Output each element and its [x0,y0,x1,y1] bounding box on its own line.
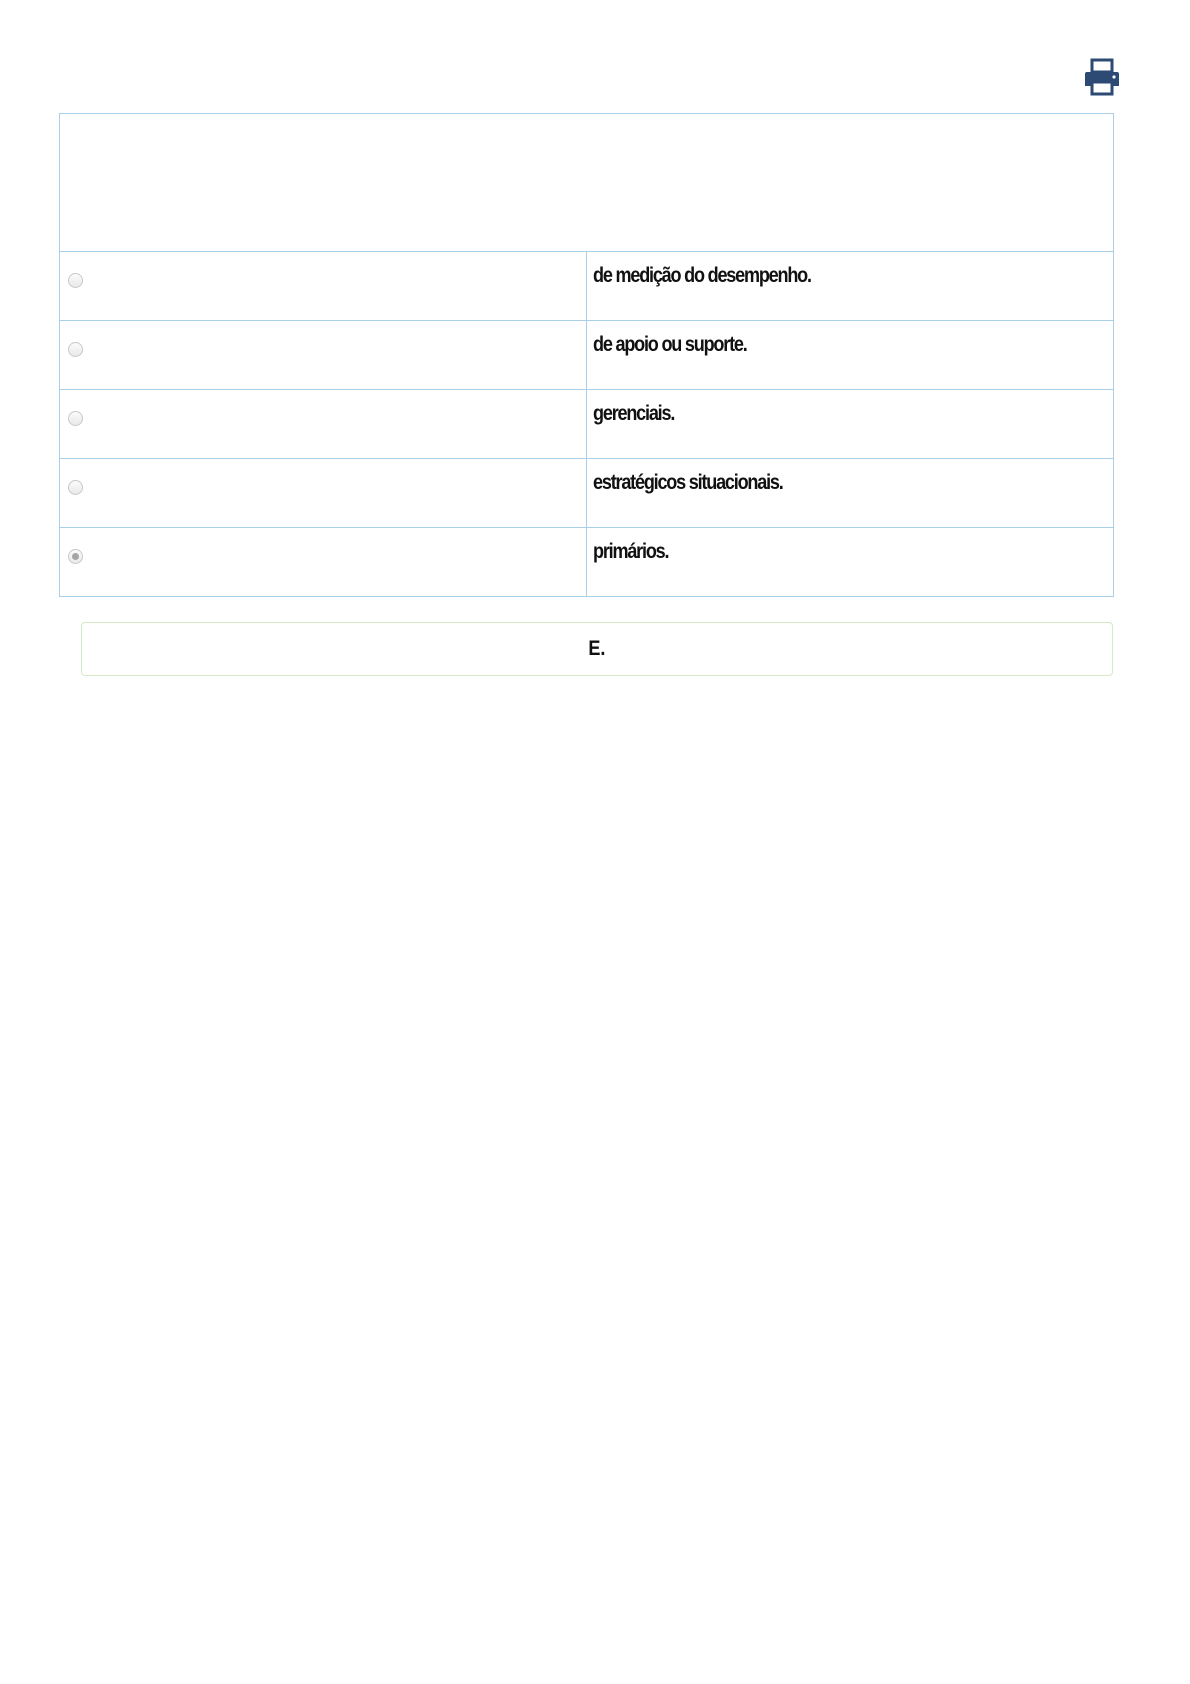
option-row-c[interactable] [60,390,1114,459]
radio-option-a[interactable] [68,273,83,288]
question-table [59,113,1114,597]
answer-text: E. [588,637,606,660]
option-row-e[interactable] [60,528,1114,597]
option-label-b: de apoio ou suporte. [593,333,747,356]
radio-option-b[interactable] [68,342,83,357]
radio-option-e[interactable] [68,549,83,564]
answer-feedback-box [81,622,1113,676]
question-stem [60,114,1114,252]
print-button[interactable] [1083,58,1121,96]
option-label-a: de medição do desempenho. [593,264,811,287]
option-label-e: primários. [593,540,669,563]
option-row-b[interactable] [60,321,1114,390]
radio-option-c[interactable] [68,411,83,426]
option-row-d[interactable] [60,459,1114,528]
printer-icon [1083,58,1121,96]
option-label-c: gerenciais. [593,402,675,425]
option-label-d: estratégicos situacionais. [593,471,783,494]
radio-option-d[interactable] [68,480,83,495]
option-row-a[interactable] [60,252,1114,321]
